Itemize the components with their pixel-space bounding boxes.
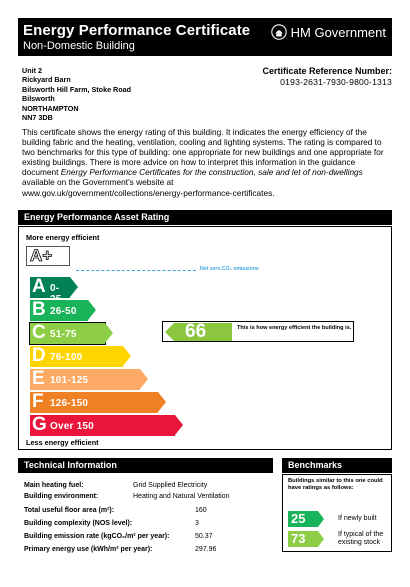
band-range: 76-100 bbox=[50, 352, 83, 363]
current-rating-value: 66 bbox=[185, 321, 207, 342]
rating-band-b bbox=[30, 300, 88, 321]
band-range: 26-50 bbox=[50, 306, 77, 317]
certificate-subtitle: Non-Domestic Building bbox=[23, 40, 135, 52]
tech-label: Building emission rate (kgCO₂/m² per year): bbox=[24, 533, 170, 540]
technical-information-heading: Technical Information bbox=[18, 458, 273, 473]
benchmark-value: 73 bbox=[288, 531, 318, 547]
benchmark-description: If typical of the existing stock bbox=[338, 531, 384, 546]
current-rating-arrow bbox=[165, 323, 174, 341]
address-line: Bilsworth Hill Farm, Stoke Road bbox=[22, 84, 132, 94]
band-arrow-tip bbox=[158, 392, 166, 412]
current-rating-note: This is how energy efficient the building is. bbox=[237, 325, 352, 331]
certificate-title: Energy Performance Certificate bbox=[23, 22, 251, 39]
address-line: Unit 2 bbox=[22, 66, 42, 75]
benchmarks-intro: Buildings similar to this one could have ratings as follows: bbox=[288, 478, 383, 492]
rating-band-f bbox=[30, 392, 158, 413]
benchmark-value: 25 bbox=[288, 511, 318, 527]
more-efficient-label: More energy efficient bbox=[26, 233, 100, 242]
tech-value: Heating and Natural Ventilation bbox=[133, 493, 230, 500]
band-letter: A bbox=[32, 276, 46, 297]
asset-rating-heading: Energy Performance Asset Rating bbox=[18, 210, 392, 225]
hm-government-text: HM Government bbox=[290, 24, 386, 40]
tech-value: 160 bbox=[195, 507, 207, 514]
band-arrow-tip bbox=[140, 369, 148, 389]
tech-value: Grid Supplied Electricity bbox=[133, 482, 208, 489]
crest-icon bbox=[270, 23, 288, 41]
intro-paragraph: This certificate shows the energy rating of this building. It indicates the energy efficiency of the building fabric and the heating, ventilation, cooling and lighting systems. The rating is compared to two benchmarks for this type of building: one appropriate for new buildings and one appropriate for existing buildings. There is more advice on how to interpret this information in the guidance document Energy Performance Certificates for the construction, sale and let of non-dwellings available on the Government's website at bbox=[22, 127, 384, 188]
benchmarks-heading: Benchmarks bbox=[282, 458, 392, 473]
benchmark-arrow bbox=[318, 531, 324, 547]
benchmark-arrow bbox=[318, 511, 324, 527]
address-line: Bilsworth bbox=[22, 94, 55, 104]
benchmark-description: If newly built bbox=[338, 515, 377, 522]
rating-band-g bbox=[30, 415, 175, 436]
certificate-header bbox=[18, 18, 392, 56]
band-arrow-tip bbox=[105, 323, 113, 343]
net-zero-label: Net zero CO₂ emissions bbox=[200, 266, 259, 272]
tech-value: 3 bbox=[195, 520, 199, 527]
intro-text bbox=[22, 127, 394, 198]
building-address bbox=[22, 66, 131, 122]
address-line: Rickyard Barn bbox=[22, 75, 71, 85]
tech-label: Total useful floor area (m²): bbox=[24, 507, 115, 514]
hm-government-logo bbox=[270, 23, 386, 41]
band-range: Over 150 bbox=[50, 421, 94, 432]
certificate-reference-number: 0193-2631-7930-9800-1313 bbox=[280, 77, 392, 87]
rating-band-e bbox=[30, 369, 140, 390]
guidance-document-title: Energy Performance Certificates for the construction, sale and let of non-dwellings bbox=[60, 167, 363, 178]
band-letter: F bbox=[32, 391, 44, 412]
rating-band-d bbox=[30, 346, 123, 367]
rating-band-c bbox=[30, 323, 105, 344]
less-efficient-label: Less energy efficient bbox=[26, 438, 99, 447]
band-arrow-tip bbox=[123, 346, 131, 366]
band-arrow-tip bbox=[88, 300, 96, 320]
certificate-reference-label: Certificate Reference Number: bbox=[262, 66, 392, 76]
band-letter: G bbox=[32, 414, 47, 435]
band-range: 101-125 bbox=[50, 375, 89, 386]
certificate-reference bbox=[262, 66, 392, 87]
a-plus-band: A+ bbox=[26, 246, 70, 266]
rating-band-a bbox=[30, 277, 70, 298]
band-arrow-tip bbox=[70, 277, 78, 297]
band-arrow-tip bbox=[175, 415, 183, 435]
tech-label: Main heating fuel: bbox=[24, 482, 84, 489]
band-letter: D bbox=[32, 345, 46, 366]
current-rating-indicator bbox=[162, 321, 354, 342]
tech-label: Primary energy use (kWh/m² per year): bbox=[24, 546, 153, 553]
band-letter: E bbox=[32, 368, 45, 389]
band-letter: C bbox=[32, 322, 46, 343]
tech-value: 50.37 bbox=[195, 533, 213, 540]
band-range: 51-75 bbox=[50, 329, 77, 340]
tech-label: Building environment: bbox=[24, 493, 99, 500]
address-line: NORTHAMPTON bbox=[22, 103, 79, 113]
band-range: 126-150 bbox=[50, 398, 89, 409]
address-line: NN7 3DB bbox=[22, 113, 53, 123]
band-range: 0- bbox=[50, 283, 60, 294]
net-zero-line bbox=[76, 270, 196, 271]
tech-value: 297.96 bbox=[195, 546, 217, 553]
government-website-link[interactable]: www.gov.uk/government/collections/energy-performance-certificates. bbox=[22, 187, 275, 198]
tech-label: Building complexity (NOS level): bbox=[24, 520, 133, 527]
band-letter: B bbox=[32, 299, 46, 320]
